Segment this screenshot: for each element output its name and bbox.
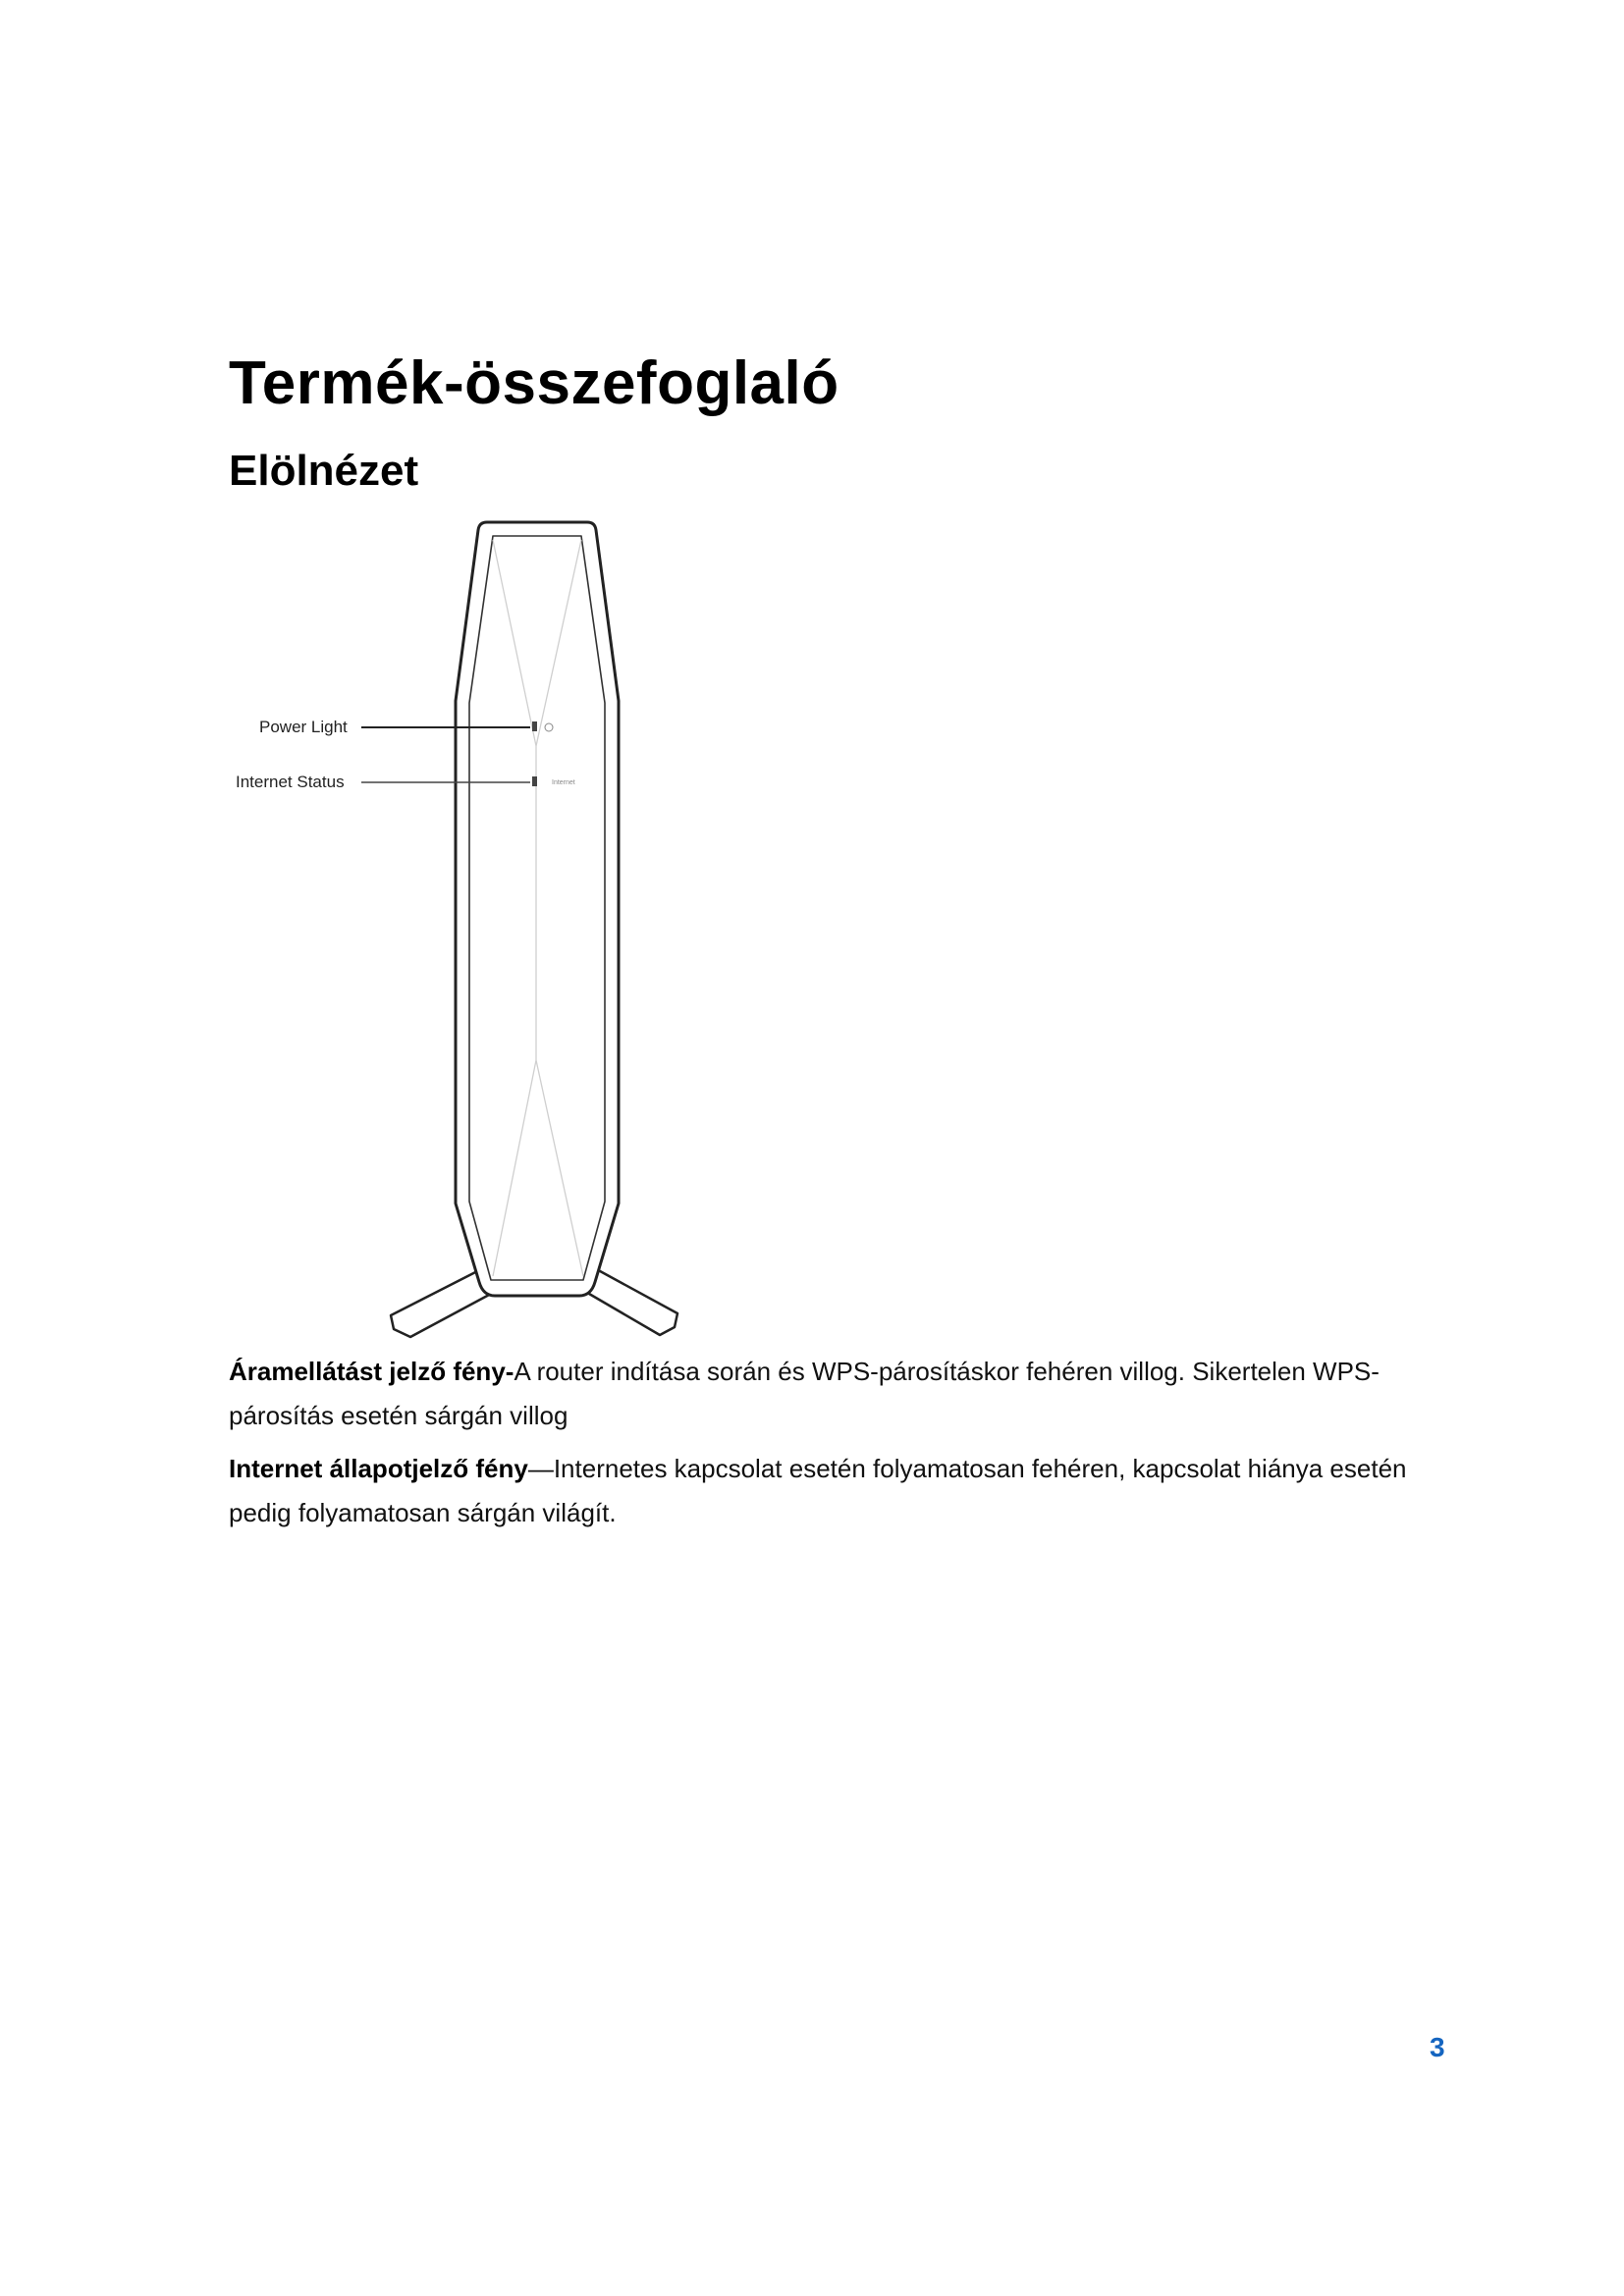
internet-status-text: —Internetes kapcsolat esetén folyamatosan fehéren, kapcsolat hiánya esetén pedig folyamatosan sárgán világít.	[229, 1454, 1407, 1527]
power-light-label: Power Light	[259, 718, 348, 736]
router-body-outline	[456, 522, 619, 1296]
internet-led	[532, 776, 537, 786]
power-light-term: Áramellátást jelző fény-	[229, 1357, 514, 1386]
internet-status-description	[229, 1447, 1446, 1535]
page-number: 3	[1430, 2032, 1445, 2062]
router-front-view-figure	[216, 510, 727, 1345]
power-light-text: A router indítása során és WPS-párosításkor fehéren villog. Sikertelen WPS-párosítás esetén sárgán villog	[229, 1357, 1380, 1430]
router-stand-right-leg	[589, 1266, 677, 1335]
device-internet-label: Internet	[552, 779, 575, 786]
power-light-description	[229, 1350, 1446, 1438]
router-stand-left-leg	[391, 1266, 491, 1337]
router-illustration	[216, 510, 727, 1345]
power-led	[532, 721, 537, 731]
page-title: Termék-összefoglaló	[229, 349, 839, 417]
internet-status-term: Internet állapotjelző fény	[229, 1454, 528, 1483]
section-title: Elölnézet	[229, 447, 419, 495]
internet-status-label: Internet Status	[236, 773, 345, 791]
